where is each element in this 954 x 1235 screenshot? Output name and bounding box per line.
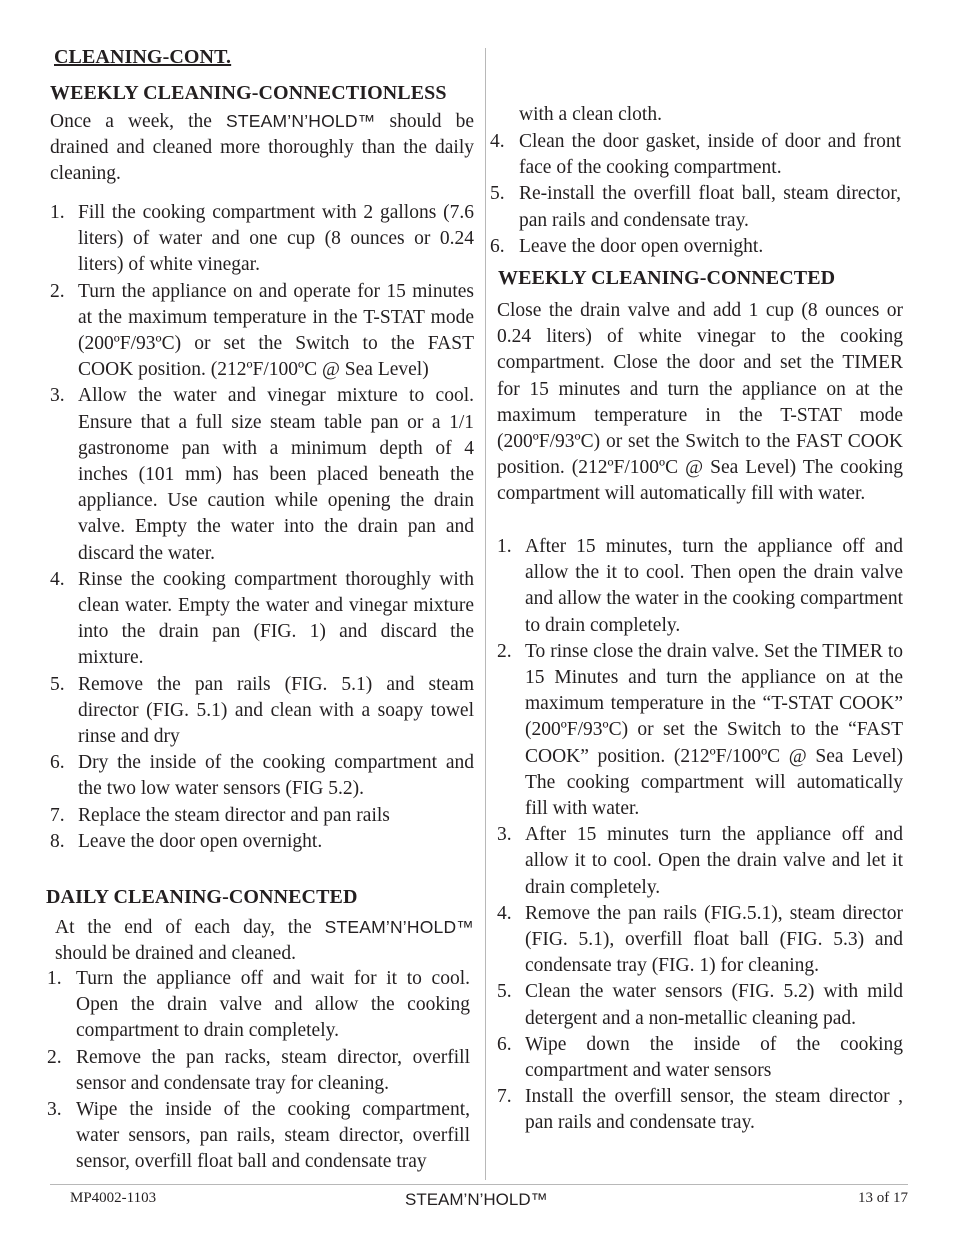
- list-item: 7. Replace the steam director and pan rails: [50, 804, 390, 826]
- column-divider: [485, 48, 486, 1180]
- list-item: 8. Leave the door open overnight.: [50, 830, 323, 852]
- list-item: 5. Clean the water sensors (FIG. 5.2) with mild detergent and a non-metallic cleaning pad.: [497, 981, 903, 1029]
- list-item: 1. After 15 minutes, turn the appliance off and allow the it to cool. Then open the drain valve and allow the water in the cooking compartment to drain completely.: [497, 536, 903, 636]
- daily-connected-continued: with a clean cloth.: [519, 104, 662, 125]
- list-item: 3. Allow the water and vinegar mixture to cool. Ensure that a full size steam table pan or a 1/1 gastronome pan with a minimum depth of 4 inches (101 mm) has been placed beneath the appliance. Use caution while opening the drain valve. Empty the water into the drain pan and discard the water.: [50, 385, 474, 564]
- list-item: 6. Dry the inside of the cooking compartment and the two low water sensors (FIG 5.2).: [50, 752, 474, 800]
- list-item: 4. Remove the pan rails (FIG.5.1), steam director (FIG. 5.1), overfill float ball (FIG. 5.3) and condensate tray (FIG. 1) for cleaning.: [497, 902, 903, 977]
- daily-connected-intro: At the end of each day, the STEAM’N’HOLD™ should be drained and cleaned.: [55, 917, 474, 965]
- list-item: 6. Wipe down the inside of the cooking compartment and water sensors: [497, 1033, 903, 1082]
- list-item: 6. Leave the door open overnight.: [490, 235, 764, 257]
- footer-rule: [50, 1184, 908, 1185]
- list-item: 4. Rinse the cooking compartment thoroughly with clean water. Empty the water and vinegar mixture into the drain pan (FIG. 1) and discard the mixture.: [50, 568, 474, 669]
- weekly-connectionless-intro: Once a week, the STEAM’N’HOLD™ should be drained and cleaned more thoroughly than the daily cleaning.: [50, 111, 474, 185]
- doc-number: MP4002-1103: [70, 1190, 157, 1206]
- daily-connected-steps-continued: [490, 129, 901, 260]
- list-item: 3. Wipe the inside of the cooking compartment, water sensors, pan rails, steam director, overfill sensor, overfill float ball and condensate tray: [47, 1099, 470, 1173]
- daily-connected-title: DAILY CLEANING-CONNECTED: [46, 886, 358, 908]
- brand-name: STEAM’N’HOLD™: [225, 111, 376, 131]
- footer-brand: STEAM’N’HOLD™: [405, 1190, 548, 1209]
- brand-name: STEAM’N’HOLD™: [324, 917, 474, 937]
- weekly-connectionless-title: WEEKLY CLEANING-CONNECTIONLESS: [50, 82, 447, 104]
- weekly-connected-intro: Close the drain valve and add 1 cup (8 ounces or 0.24 liters) of white vinegar to the cooking compartment. Close the door and set the TIMER for 15 minutes and turn the appliance on at the maximum temperature in the T-STAT mode (200ºF/93ºC) or set the Switch to the FAST COOK position. (212ºF/100ºC @ Sea Level) The cooking compartment will automatically fill with water.: [497, 300, 903, 505]
- list-item: 4. Clean the door gasket, inside of door and front face of the cooking compartment.: [490, 131, 901, 179]
- weekly-connectionless-steps: [50, 200, 474, 855]
- list-item: 5. Re-install the overfill float ball, steam director, pan rails and condensate tray.: [490, 183, 901, 231]
- list-item: 2. To rinse close the drain valve. Set the TIMER to 15 Minutes and turn the appliance on at the maximum temperature in the “T-STAT COOK” (200ºF/93ºC) or set the Switch to the “FAST COOK” position. (212ºF/100ºC @ Sea Level) The cooking compartment will automatically fill with water.: [497, 640, 903, 820]
- list-item: 3. After 15 minutes turn the appliance off and allow it to cool. Open the drain valve and let it drain completely.: [497, 824, 903, 898]
- list-item: 1. Fill the cooking compartment with 2 gallons (7.6 liters) of water and one cup (8 ounces or 0.24 liters) of white vinegar.: [50, 202, 474, 276]
- list-item: 1. Turn the appliance off and wait for it to cool. Open the drain valve and allow the cooking compartment to drain completely.: [47, 968, 470, 1042]
- list-item: 2. Turn the appliance on and operate for 15 minutes at the maximum temperature in the T-STAT mode (200ºF/93ºC) or set the Switch to the FAST COOK position. (212ºF/100ºC @ Sea Level): [50, 280, 474, 381]
- section-header: CLEANING-CONT.: [54, 46, 232, 68]
- daily-connected-steps: [47, 966, 470, 1176]
- list-item: 5. Remove the pan rails (FIG. 5.1) and steam director (FIG. 5.1) and clean with a soapy towel rinse and dry: [50, 673, 474, 748]
- weekly-connected-title: WEEKLY CLEANING-CONNECTED: [498, 267, 836, 289]
- list-item: 7. Install the overfill sensor, the steam director , pan rails and condensate tray.: [497, 1086, 903, 1134]
- page-number: 13 of 17: [858, 1190, 908, 1206]
- weekly-connected-steps: [497, 534, 903, 1137]
- list-item: 2. Remove the pan racks, steam director, overfill sensor and condensate tray for cleaning.: [47, 1046, 470, 1094]
